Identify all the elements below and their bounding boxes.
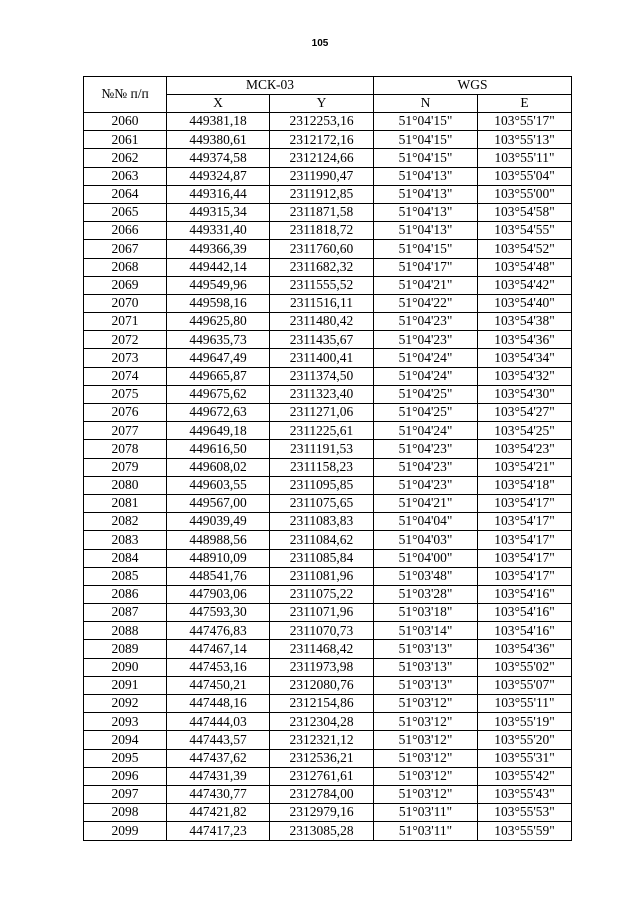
cell-y: 2311555,52 — [270, 276, 374, 294]
cell-e: 103°55'59" — [478, 822, 572, 840]
header-row-number: №№ п/п — [84, 77, 167, 113]
table-row — [84, 349, 572, 367]
cell-number: 2077 — [84, 422, 167, 440]
cell-e: 103°55'07" — [478, 676, 572, 694]
cell-y: 2311760,60 — [270, 240, 374, 258]
cell-number: 2075 — [84, 385, 167, 403]
cell-y: 2311084,62 — [270, 531, 374, 549]
cell-y: 2311095,85 — [270, 476, 374, 494]
cell-number: 2083 — [84, 531, 167, 549]
cell-e: 103°54'40" — [478, 294, 572, 312]
cell-y: 2311480,42 — [270, 313, 374, 331]
table-row — [84, 185, 572, 203]
cell-number: 2097 — [84, 785, 167, 803]
cell-n: 51°04'21" — [374, 276, 478, 294]
cell-x: 449635,73 — [167, 331, 270, 349]
cell-y: 2311271,06 — [270, 404, 374, 422]
table-row — [84, 658, 572, 676]
cell-number: 2064 — [84, 185, 167, 203]
cell-n: 51°04'24" — [374, 367, 478, 385]
table-row — [84, 458, 572, 476]
cell-x: 447417,23 — [167, 822, 270, 840]
cell-x: 449324,87 — [167, 167, 270, 185]
cell-n: 51°03'12" — [374, 767, 478, 785]
table-row — [84, 331, 572, 349]
cell-n: 51°03'12" — [374, 785, 478, 803]
table-row — [84, 294, 572, 312]
table-row — [84, 785, 572, 803]
cell-e: 103°54'17" — [478, 531, 572, 549]
cell-x: 449675,62 — [167, 385, 270, 403]
cell-x: 449567,00 — [167, 494, 270, 512]
table-row — [84, 749, 572, 767]
cell-e: 103°54'25" — [478, 422, 572, 440]
table-row — [84, 549, 572, 567]
cell-e: 103°54'18" — [478, 476, 572, 494]
table-row — [84, 149, 572, 167]
cell-y: 2312784,00 — [270, 785, 374, 803]
cell-y: 2311225,61 — [270, 422, 374, 440]
cell-x: 449381,18 — [167, 113, 270, 131]
cell-e: 103°55'11" — [478, 149, 572, 167]
cell-x: 449603,55 — [167, 476, 270, 494]
header-e: E — [478, 95, 572, 113]
cell-e: 103°54'32" — [478, 367, 572, 385]
cell-n: 51°04'23" — [374, 458, 478, 476]
cell-x: 447593,30 — [167, 604, 270, 622]
cell-x: 449598,16 — [167, 294, 270, 312]
cell-number: 2078 — [84, 440, 167, 458]
cell-n: 51°04'15" — [374, 113, 478, 131]
cell-e: 103°55'42" — [478, 767, 572, 785]
cell-n: 51°04'23" — [374, 476, 478, 494]
cell-x: 447903,06 — [167, 585, 270, 603]
cell-n: 51°04'25" — [374, 404, 478, 422]
cell-x: 447476,83 — [167, 622, 270, 640]
cell-number: 2096 — [84, 767, 167, 785]
cell-y: 2311818,72 — [270, 222, 374, 240]
cell-x: 447450,21 — [167, 676, 270, 694]
table-row — [84, 203, 572, 221]
cell-e: 103°54'16" — [478, 585, 572, 603]
cell-x: 449549,96 — [167, 276, 270, 294]
cell-y: 2311085,84 — [270, 549, 374, 567]
cell-x: 449366,39 — [167, 240, 270, 258]
table-row — [84, 222, 572, 240]
cell-number: 2060 — [84, 113, 167, 131]
cell-e: 103°54'38" — [478, 313, 572, 331]
cell-number: 2062 — [84, 149, 167, 167]
cell-e: 103°55'31" — [478, 749, 572, 767]
table-header — [84, 77, 572, 113]
table-row — [84, 604, 572, 622]
cell-n: 51°04'24" — [374, 422, 478, 440]
cell-n: 51°04'04" — [374, 513, 478, 531]
table-row — [84, 476, 572, 494]
cell-e: 103°54'30" — [478, 385, 572, 403]
cell-number: 2085 — [84, 567, 167, 585]
cell-y: 2312172,16 — [270, 131, 374, 149]
cell-y: 2312154,86 — [270, 695, 374, 713]
cell-y: 2311323,40 — [270, 385, 374, 403]
cell-number: 2094 — [84, 731, 167, 749]
cell-number: 2074 — [84, 367, 167, 385]
table-row — [84, 713, 572, 731]
cell-y: 2313085,28 — [270, 822, 374, 840]
cell-x: 449616,50 — [167, 440, 270, 458]
table-row — [84, 640, 572, 658]
table-row — [84, 258, 572, 276]
cell-n: 51°03'12" — [374, 695, 478, 713]
table-row — [84, 822, 572, 840]
cell-n: 51°03'48" — [374, 567, 478, 585]
cell-x: 447444,03 — [167, 713, 270, 731]
cell-y: 2312761,61 — [270, 767, 374, 785]
cell-number: 2086 — [84, 585, 167, 603]
table-row — [84, 731, 572, 749]
cell-e: 103°55'13" — [478, 131, 572, 149]
cell-e: 103°54'17" — [478, 494, 572, 512]
cell-x: 448910,09 — [167, 549, 270, 567]
cell-e: 103°54'34" — [478, 349, 572, 367]
cell-number: 2087 — [84, 604, 167, 622]
cell-number: 2065 — [84, 203, 167, 221]
cell-e: 103°54'27" — [478, 404, 572, 422]
cell-e: 103°54'17" — [478, 549, 572, 567]
cell-number: 2070 — [84, 294, 167, 312]
cell-n: 51°04'15" — [374, 149, 478, 167]
cell-e: 103°54'17" — [478, 567, 572, 585]
cell-number: 2069 — [84, 276, 167, 294]
table-row — [84, 531, 572, 549]
cell-y: 2312979,16 — [270, 804, 374, 822]
table-row — [84, 767, 572, 785]
cell-n: 51°04'03" — [374, 531, 478, 549]
cell-y: 2312124,66 — [270, 149, 374, 167]
cell-y: 2311374,50 — [270, 367, 374, 385]
cell-n: 51°03'11" — [374, 822, 478, 840]
cell-n: 51°04'13" — [374, 167, 478, 185]
cell-x: 447431,39 — [167, 767, 270, 785]
cell-e: 103°54'36" — [478, 640, 572, 658]
cell-y: 2312304,28 — [270, 713, 374, 731]
cell-y: 2311191,53 — [270, 440, 374, 458]
cell-number: 2084 — [84, 549, 167, 567]
cell-number: 2092 — [84, 695, 167, 713]
table-row — [84, 313, 572, 331]
table-row — [84, 422, 572, 440]
table-row — [84, 276, 572, 294]
cell-x: 449647,49 — [167, 349, 270, 367]
table-row — [84, 567, 572, 585]
cell-x: 448988,56 — [167, 531, 270, 549]
cell-x: 449608,02 — [167, 458, 270, 476]
cell-number: 2071 — [84, 313, 167, 331]
cell-number: 2081 — [84, 494, 167, 512]
cell-y: 2311682,32 — [270, 258, 374, 276]
cell-x: 447430,77 — [167, 785, 270, 803]
cell-n: 51°04'24" — [374, 349, 478, 367]
cell-number: 2072 — [84, 331, 167, 349]
cell-y: 2311400,41 — [270, 349, 374, 367]
cell-n: 51°04'22" — [374, 294, 478, 312]
table-row — [84, 585, 572, 603]
cell-n: 51°04'13" — [374, 203, 478, 221]
cell-y: 2311990,47 — [270, 167, 374, 185]
table-row — [84, 440, 572, 458]
cell-n: 51°03'12" — [374, 731, 478, 749]
cell-e: 103°55'43" — [478, 785, 572, 803]
cell-number: 2080 — [84, 476, 167, 494]
cell-x: 447421,82 — [167, 804, 270, 822]
cell-x: 449316,44 — [167, 185, 270, 203]
cell-y: 2311070,73 — [270, 622, 374, 640]
cell-x: 449665,87 — [167, 367, 270, 385]
cell-y: 2311071,96 — [270, 604, 374, 622]
cell-x: 449039,49 — [167, 513, 270, 531]
cell-y: 2311075,22 — [270, 585, 374, 603]
coordinates-table — [83, 76, 572, 841]
cell-n: 51°04'23" — [374, 313, 478, 331]
table-row — [84, 167, 572, 185]
table-row — [84, 513, 572, 531]
cell-y: 2311158,23 — [270, 458, 374, 476]
cell-e: 103°54'16" — [478, 622, 572, 640]
cell-e: 103°55'02" — [478, 658, 572, 676]
cell-number: 2099 — [84, 822, 167, 840]
cell-x: 449315,34 — [167, 203, 270, 221]
cell-number: 2061 — [84, 131, 167, 149]
cell-n: 51°04'00" — [374, 549, 478, 567]
cell-n: 51°04'23" — [374, 440, 478, 458]
cell-x: 447443,57 — [167, 731, 270, 749]
cell-n: 51°03'13" — [374, 640, 478, 658]
cell-x: 448541,76 — [167, 567, 270, 585]
cell-y: 2311912,85 — [270, 185, 374, 203]
table-row — [84, 404, 572, 422]
table-row — [84, 804, 572, 822]
cell-y: 2311435,67 — [270, 331, 374, 349]
cell-y: 2312321,12 — [270, 731, 374, 749]
header-n: N — [374, 95, 478, 113]
cell-e: 103°54'42" — [478, 276, 572, 294]
cell-x: 447453,16 — [167, 658, 270, 676]
cell-number: 2088 — [84, 622, 167, 640]
cell-n: 51°03'18" — [374, 604, 478, 622]
cell-y: 2311973,98 — [270, 658, 374, 676]
cell-x: 447437,62 — [167, 749, 270, 767]
cell-e: 103°54'36" — [478, 331, 572, 349]
cell-number: 2091 — [84, 676, 167, 694]
cell-x: 449649,18 — [167, 422, 270, 440]
cell-n: 51°03'14" — [374, 622, 478, 640]
cell-e: 103°55'00" — [478, 185, 572, 203]
cell-x: 449374,58 — [167, 149, 270, 167]
cell-e: 103°55'19" — [478, 713, 572, 731]
cell-x: 447467,14 — [167, 640, 270, 658]
header-x: X — [167, 95, 270, 113]
cell-n: 51°03'12" — [374, 713, 478, 731]
cell-number: 2095 — [84, 749, 167, 767]
cell-y: 2312080,76 — [270, 676, 374, 694]
cell-n: 51°03'12" — [374, 749, 478, 767]
cell-n: 51°03'11" — [374, 804, 478, 822]
header-group-wgs: WGS — [374, 77, 572, 95]
cell-number: 2082 — [84, 513, 167, 531]
cell-e: 103°54'17" — [478, 513, 572, 531]
cell-e: 103°54'21" — [478, 458, 572, 476]
table-row — [84, 494, 572, 512]
cell-n: 51°03'13" — [374, 658, 478, 676]
cell-x: 447448,16 — [167, 695, 270, 713]
cell-n: 51°03'13" — [374, 676, 478, 694]
cell-e: 103°54'16" — [478, 604, 572, 622]
header-row-groups — [84, 77, 572, 95]
cell-n: 51°04'13" — [374, 185, 478, 203]
cell-e: 103°54'52" — [478, 240, 572, 258]
cell-n: 51°04'23" — [374, 331, 478, 349]
header-group-msk03: МСК-03 — [167, 77, 374, 95]
cell-x: 449442,14 — [167, 258, 270, 276]
cell-number: 2079 — [84, 458, 167, 476]
cell-y: 2311468,42 — [270, 640, 374, 658]
table-row — [84, 240, 572, 258]
cell-n: 51°04'15" — [374, 131, 478, 149]
cell-e: 103°54'55" — [478, 222, 572, 240]
table-row — [84, 131, 572, 149]
cell-y: 2312536,21 — [270, 749, 374, 767]
cell-x: 449672,63 — [167, 404, 270, 422]
table-row — [84, 622, 572, 640]
cell-x: 449380,61 — [167, 131, 270, 149]
cell-n: 51°04'17" — [374, 258, 478, 276]
cell-e: 103°55'53" — [478, 804, 572, 822]
cell-n: 51°04'13" — [374, 222, 478, 240]
cell-n: 51°04'21" — [374, 494, 478, 512]
cell-number: 2090 — [84, 658, 167, 676]
cell-n: 51°04'15" — [374, 240, 478, 258]
cell-y: 2311516,11 — [270, 294, 374, 312]
cell-number: 2093 — [84, 713, 167, 731]
table-row — [84, 113, 572, 131]
page-number: 105 — [311, 38, 329, 49]
table-row — [84, 385, 572, 403]
cell-n: 51°04'25" — [374, 385, 478, 403]
cell-y: 2312253,16 — [270, 113, 374, 131]
table-row — [84, 695, 572, 713]
table-body — [84, 113, 572, 841]
cell-number: 2098 — [84, 804, 167, 822]
cell-number: 2067 — [84, 240, 167, 258]
cell-number: 2063 — [84, 167, 167, 185]
cell-x: 449625,80 — [167, 313, 270, 331]
cell-e: 103°55'17" — [478, 113, 572, 131]
cell-e: 103°55'04" — [478, 167, 572, 185]
cell-number: 2068 — [84, 258, 167, 276]
table-row — [84, 676, 572, 694]
table-row — [84, 367, 572, 385]
cell-number: 2076 — [84, 404, 167, 422]
cell-y: 2311083,83 — [270, 513, 374, 531]
cell-x: 449331,40 — [167, 222, 270, 240]
cell-number: 2073 — [84, 349, 167, 367]
cell-number: 2089 — [84, 640, 167, 658]
cell-e: 103°55'11" — [478, 695, 572, 713]
cell-y: 2311871,58 — [270, 203, 374, 221]
cell-e: 103°55'20" — [478, 731, 572, 749]
cell-n: 51°03'28" — [374, 585, 478, 603]
cell-e: 103°54'23" — [478, 440, 572, 458]
cell-e: 103°54'48" — [478, 258, 572, 276]
cell-y: 2311075,65 — [270, 494, 374, 512]
cell-e: 103°54'58" — [478, 203, 572, 221]
header-y: Y — [270, 95, 374, 113]
cell-y: 2311081,96 — [270, 567, 374, 585]
cell-number: 2066 — [84, 222, 167, 240]
